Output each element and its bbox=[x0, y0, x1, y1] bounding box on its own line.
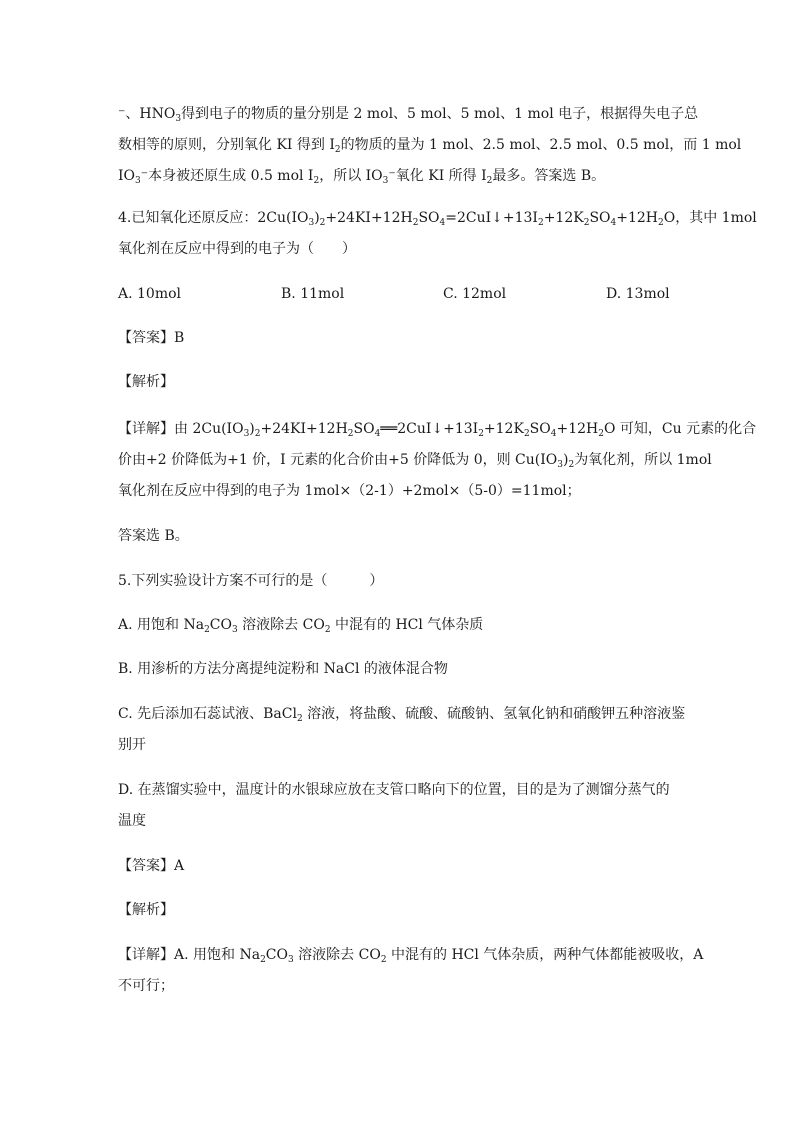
text-line: ⁻、$HNO_3$得到电子的物质的量分别是 2 mol、5 mol、5 mol、1 mol 电子，根据得失电子总 bbox=[118, 106, 699, 124]
option-b: B. 11mol bbox=[281, 286, 345, 302]
text-line: 温度 bbox=[118, 813, 146, 829]
text-line: 价由+2 价降低为+1 价，I 元素的化合价由+5 价降低为 0，则 $Cu(IO_3)_2$为氧化剂，所以 1mol bbox=[118, 452, 712, 470]
question-5-option-a: A. 用饱和 $Na_2CO_3$ 溶液除去 $CO_2$ 中混有的 HCl 气体杂质 bbox=[118, 617, 484, 635]
question-5-option-b: B. 用渗析的方法分离提纯淀粉和 NaCl 的液体混合物 bbox=[118, 661, 448, 677]
text-line: $IO_3^-$本身被还原生成 0.5 mol $I_2$，所以 $IO_3^-$氧化 KI 所得 $I_2$最多。答案选 B。 bbox=[118, 168, 606, 186]
text-line: 【详解】由 $2Cu(IO_3)_2+24KI+12H_2SO_4══2CuI↓+13I_2+12K_2SO_4+12H_2O$ 可知，Cu 元素的化合 bbox=[118, 421, 757, 439]
question-4-answer: 【答案】B bbox=[118, 330, 185, 346]
question-5-option-d bbox=[118, 775, 678, 837]
text-line: 不可行； bbox=[118, 978, 174, 994]
text-line: 氧化剂在反应中得到的电子为 1mol×（2-1）+2mol×（5-0）=11mol； bbox=[118, 483, 581, 499]
question-4-options bbox=[118, 284, 678, 304]
text-line: 别开 bbox=[118, 737, 146, 753]
text-line: 4.已知氧化还原反应：$2Cu(IO_3)_2+24KI+12H_2SO_4=2CuI↓+13I_2+12K_2SO_4+12H_2O$，其中 1mol bbox=[118, 210, 757, 228]
question-4-stem bbox=[118, 203, 757, 265]
text-line: D. 在蒸馏实验中，温度计的水银球应放在支管口略向下的位置，目的是为了测馏分蒸气的 bbox=[118, 782, 670, 798]
option-a: A. 10mol bbox=[118, 286, 182, 302]
question-5-stem: 5.下列实验设计方案不可行的是（ ） bbox=[118, 573, 384, 589]
question-5-detail bbox=[118, 940, 704, 1002]
option-c: C. 12mol bbox=[443, 286, 507, 302]
question-4-conclusion: 答案选 B。 bbox=[118, 528, 189, 544]
question-4-detail bbox=[118, 414, 757, 507]
text-line: C. 先后添加石蕊试液、BaCl$_2$ 溶液，将盐酸、硫酸、硫酸钠、氢氧化钠和硝酸钾五种溶液鉴 bbox=[118, 706, 686, 724]
question-4-analysis-heading: 【解析】 bbox=[118, 374, 174, 390]
previous-solution-continuation bbox=[118, 99, 742, 192]
question-5-answer: 【答案】A bbox=[118, 858, 185, 874]
question-5-analysis-heading: 【解析】 bbox=[118, 902, 174, 918]
text-line: 【详解】A. 用饱和 $Na_2CO_3$ 溶液除去 $CO_2$ 中混有的 HCl 气体杂质，两种气体都能被吸收，A bbox=[118, 947, 704, 965]
text-line: 数相等的原则，分别氧化 KI 得到 $I_2$的物质的量为 1 mol、2.5 mol、2.5 mol、0.5 mol，而 1 mol bbox=[118, 137, 742, 155]
option-d: D. 13mol bbox=[606, 286, 670, 302]
text-line: 氧化剂在反应中得到的电子为（ ） bbox=[118, 241, 356, 257]
question-5-option-c bbox=[118, 699, 686, 761]
